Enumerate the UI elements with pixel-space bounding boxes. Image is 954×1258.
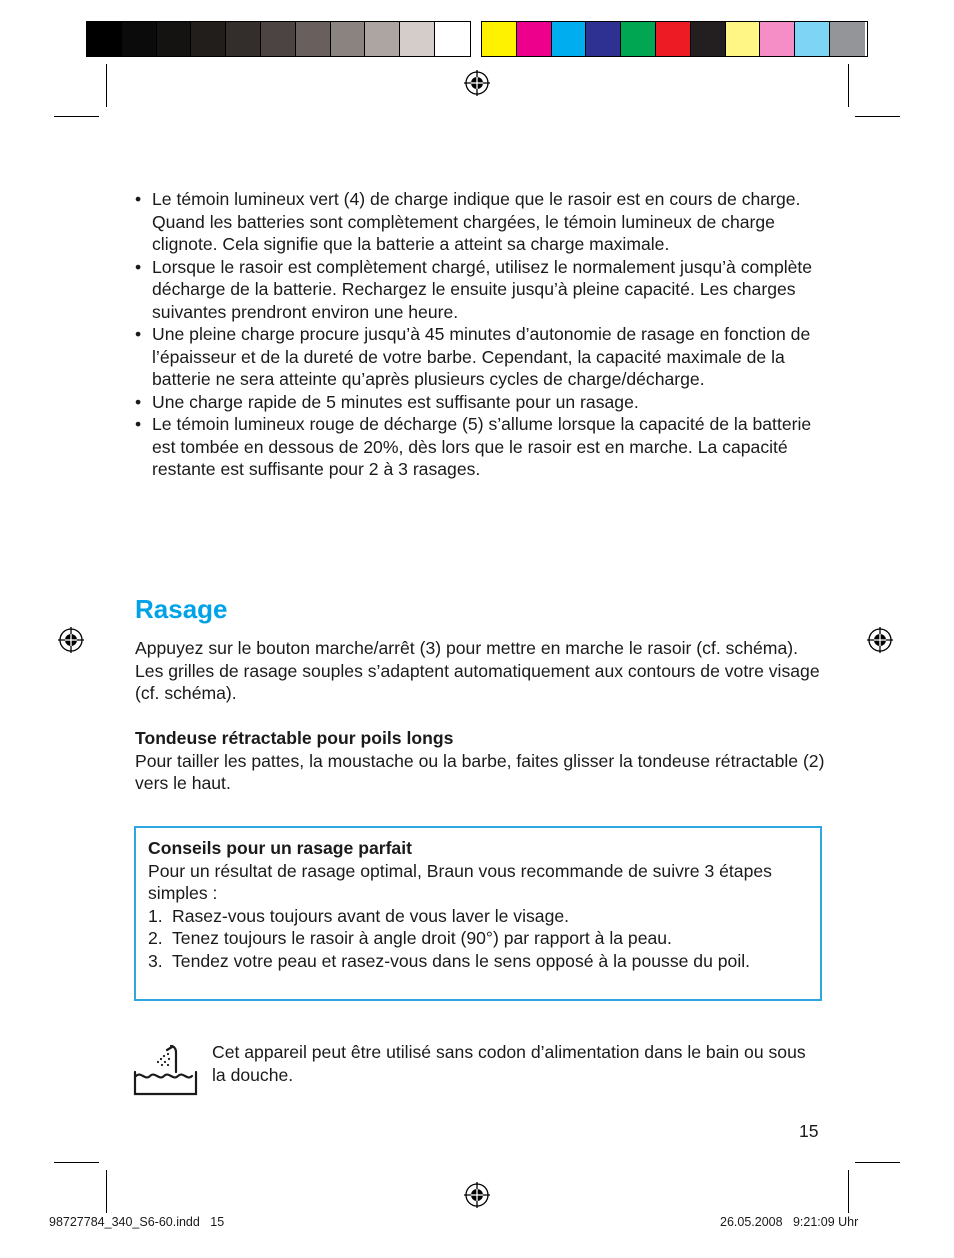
crop-mark [855,1162,900,1163]
crop-mark [54,116,99,117]
list-item: • Le témoin lumineux vert (4) de charge indique que le rasoir est en cours de charge. Quand les batteries sont complètement chargées, le témoin lumineux de charge clignote. Cela signifie que la batterie a atteint sa charge maximale. [135,188,825,256]
list-item: • Une charge rapide de 5 minutes est suffisante pour un rasage. [135,391,825,414]
color-swatch [482,22,517,56]
crop-mark [848,1170,849,1213]
list-item: • Une pleine charge procure jusqu’à 45 minutes d’autonomie de rasage en fonction de l’épaisseur et de la dureté de votre barbe. Cependant, la capacité maximale de la batterie ne sera atteinte qu’après plusieurs cycles de charge/décharge. [135,323,825,391]
list-item: • Lorsque le rasoir est complètement chargé, utilisez le normalement jusqu’à complète décharge de la batterie. Rechargez le ensuite jusqu’à pleine capacité. Les charges suivantes prendront environ une heure. [135,256,825,324]
registration-mark-icon [867,627,893,653]
color-swatch [226,22,261,56]
footer-file-name: 98727784_340_S6-60.indd 15 [49,1215,225,1229]
process-color-bar [481,21,868,57]
step-number: 1. [148,905,163,926]
step-text: Tendez votre peau et rasez-vous dans le sens opposé à la pousse du poil. [172,950,751,971]
tips-box [134,826,822,1001]
shower-bath-icon [133,1044,199,1098]
crop-mark [855,116,900,117]
color-swatch [830,22,865,56]
section-title: Rasage [135,594,228,624]
color-swatch [296,22,331,56]
crop-mark [54,1162,99,1163]
color-swatch [435,22,470,56]
color-swatch [87,22,122,56]
color-swatch [586,22,621,56]
tips-heading: Conseils pour un rasage parfait [148,838,412,858]
charging-info-list [135,188,825,481]
crop-mark [106,1170,107,1213]
color-swatch [795,22,830,56]
tips-steps [148,905,809,973]
page-number: 15 [799,1121,819,1141]
color-swatch [400,22,435,56]
bath-note: Cet appareil peut être utilisé sans codon d’alimentation dans le bain ou sous la douche. [212,1042,806,1085]
trimmer-block [135,727,825,795]
color-swatch [122,22,157,56]
trimmer-heading: Tondeuse rétractable pour poils longs [135,728,454,748]
step-number: 2. [148,928,163,948]
gray-color-bar [86,21,471,57]
trimmer-text: Pour tailler les pattes, la moustache ou la barbe, faites glisser la tondeuse rétractable (2) vers le haut. [135,750,825,793]
color-swatch [331,22,366,56]
registration-mark-icon [464,1182,490,1208]
color-swatch [760,22,795,56]
crop-mark [848,64,849,107]
step-text: Tenez toujours le rasoir à angle droit (90°) par rapport à la peau. [172,928,672,948]
color-swatch [517,22,552,56]
color-swatch [691,22,726,56]
crop-mark [106,64,107,107]
list-item [148,905,809,928]
footer-timestamp: 26.05.2008 9:21:09 Uhr [720,1215,859,1229]
registration-mark-icon [58,627,84,653]
color-swatch [191,22,226,56]
list-item [148,950,809,973]
tips-intro: Pour un résultat de rasage optimal, Braun vous recommande de suivre 3 étapes simples : [148,860,772,903]
color-swatch [656,22,691,56]
registration-mark-icon [464,70,490,96]
color-swatch [621,22,656,56]
step-text: Rasez-vous toujours avant de vous laver le visage. [172,905,570,926]
list-item: • Le témoin lumineux rouge de décharge (5) s’allume lorsque la capacité de la batterie est tombée en dessous de 20%, dès lors que le rasoir est en marche. La capacité restante est suffisante pour 2 à 3 rasages. [135,413,825,481]
color-swatch [726,22,761,56]
color-swatch [261,22,296,56]
color-swatch [365,22,400,56]
list-item [148,927,809,950]
color-swatch [157,22,192,56]
shaving-intro: Appuyez sur le bouton marche/arrêt (3) pour mettre en marche le rasoir (cf. schéma). Les grilles de rasage souples s’adaptent automatiquement aux contours de votre visage (cf. schéma). [135,638,820,703]
color-swatch [552,22,587,56]
step-number: 3. [148,950,163,971]
